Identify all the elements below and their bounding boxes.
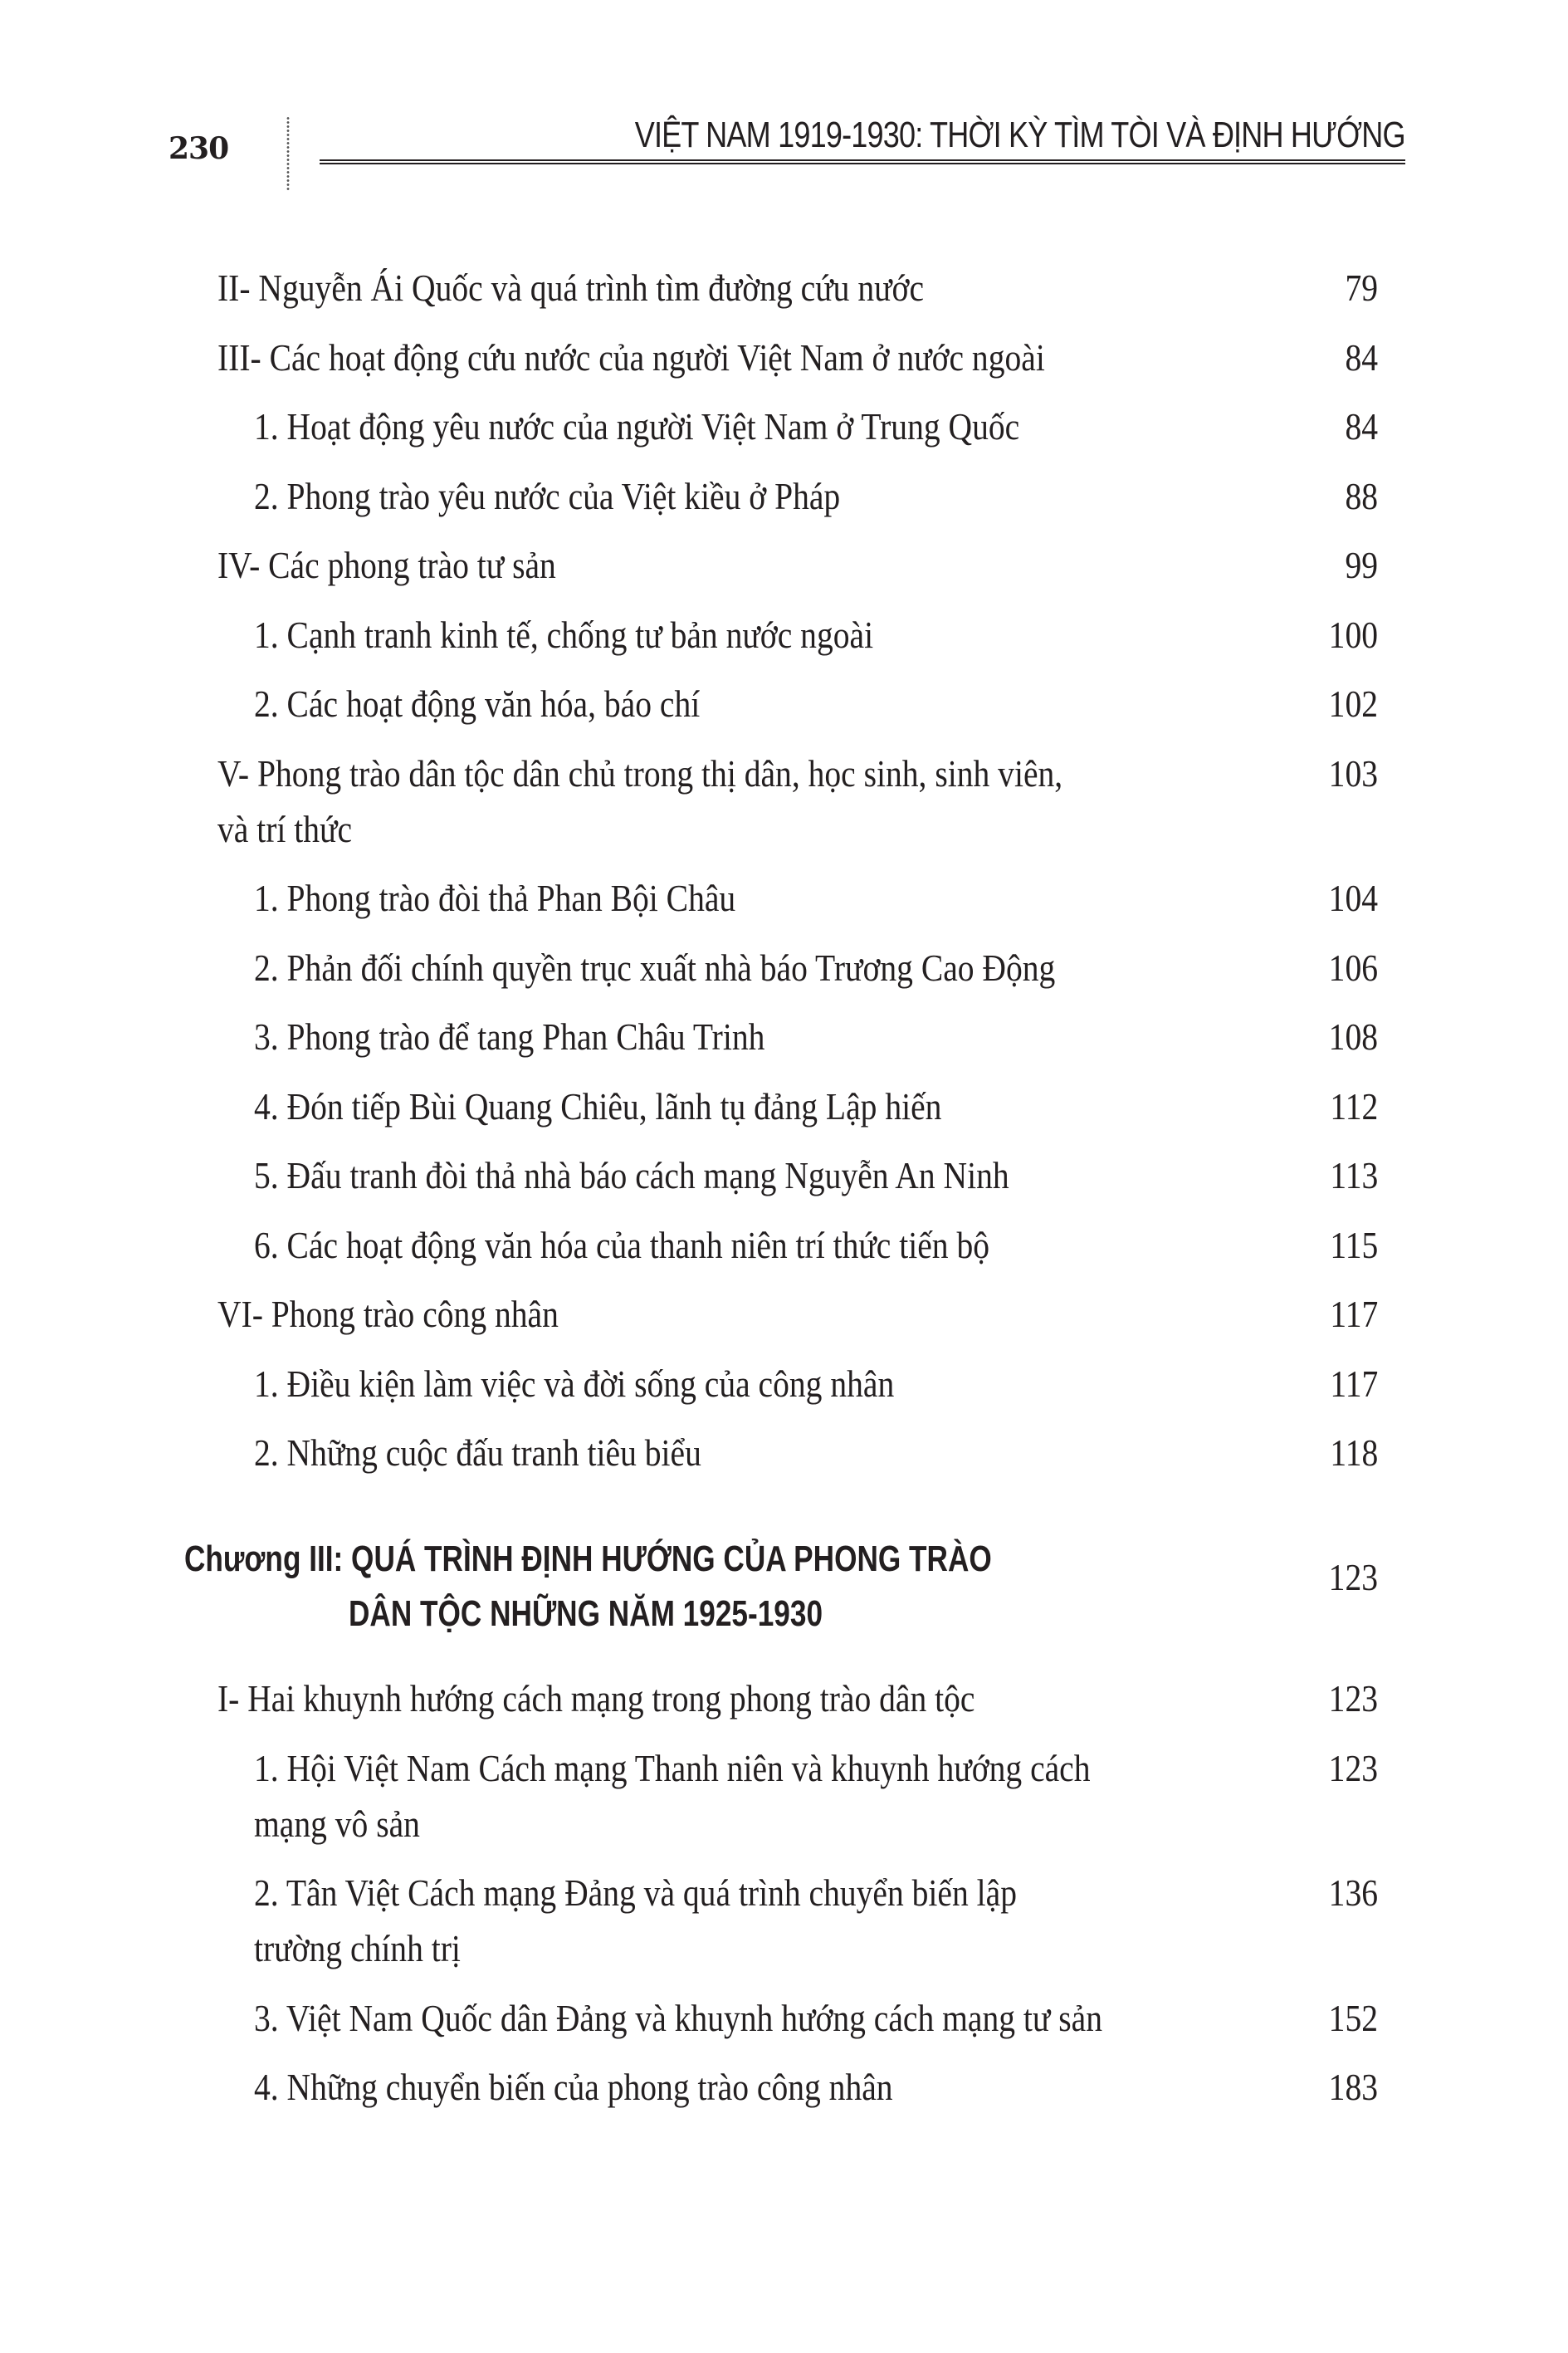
toc-entry-page[interactable]: 99: [1345, 544, 1378, 586]
toc-entry-page[interactable]: 123: [1328, 1746, 1378, 1789]
entry-title-text: 1. Cạnh tranh kinh tế, chống tư bản nước ngoài: [254, 613, 874, 656]
toc-entry-page[interactable]: 102: [1328, 682, 1378, 725]
toc-entry-title[interactable]: [217, 330, 1180, 386]
toc-entry-page[interactable]: 84: [1345, 335, 1378, 379]
entry-title-text: IV- Các phong trào tư sản: [217, 544, 556, 586]
entry-title-cont-text: trường chính trị: [254, 1927, 461, 1969]
toc-entry-title[interactable]: [254, 870, 814, 927]
toc-entry-title[interactable]: [254, 607, 975, 663]
entry-title-text: V- Phong trào dân tộc dân chủ trong thị dân, học sinh, sinh viên,: [217, 751, 1063, 795]
entry-title-text: 4. Đón tiếp Bùi Quang Chiêu, lãnh tụ đảng Lập hiến: [254, 1084, 942, 1128]
header-divider: [286, 116, 291, 191]
entry-title-text: 2. Phong trào yêu nước của Việt kiều ở Pháp: [254, 474, 841, 517]
toc-entry-title-continued[interactable]: [217, 801, 374, 858]
entry-title-text: 1. Hoạt động yêu nước của người Việt Nam ở Trung Quốc: [254, 405, 1020, 448]
toc-entry-title[interactable]: [254, 2059, 997, 2116]
header-rule: [320, 159, 1405, 164]
toc-entry-title[interactable]: [254, 1009, 848, 1065]
toc-entry-page[interactable]: 152: [1328, 1996, 1378, 2039]
chapter-page[interactable]: 123: [1328, 1556, 1378, 1598]
entry-title-text: 4. Những chuyển biến của phong trào công nhân: [254, 2066, 893, 2108]
toc-entry-title[interactable]: [254, 676, 773, 732]
toc-entry-page[interactable]: 112: [1330, 1084, 1378, 1128]
entry-title-text: 1. Hội Việt Nam Cách mạng Thanh niên và khuynh hướng cách: [254, 1746, 1091, 1789]
page-number: 230: [169, 131, 229, 166]
toc-entry-title-continued[interactable]: [254, 1920, 494, 1977]
toc-entry-title[interactable]: [254, 1356, 999, 1412]
entry-title-text: 1. Phong trào đòi thả Phan Bội Châu: [254, 877, 736, 919]
toc-entry-page[interactable]: 84: [1345, 405, 1378, 448]
toc-entry-page[interactable]: 106: [1328, 946, 1378, 989]
toc-entry-page[interactable]: 103: [1328, 751, 1378, 795]
entry-title-cont-text: và trí thức: [217, 807, 353, 850]
toc-entry-page[interactable]: 183: [1328, 2066, 1378, 2108]
entry-title-text: 5. Đấu tranh đòi thả nhà báo cách mạng Nguyễn An Ninh: [254, 1154, 1009, 1196]
entry-title-text: 3. Phong trào để tang Phan Châu Trinh: [254, 1015, 765, 1058]
running-title: VIỆT NAM 1919-1930: THỜI KỲ TÌM TÒI VÀ ĐỊNH HƯỚNG: [634, 115, 1405, 155]
toc-entry-title[interactable]: [254, 1425, 774, 1481]
entry-title-text: III- Các hoạt động cứu nước của người Việt Nam ở nước ngoài: [217, 335, 1045, 379]
toc-entry-title[interactable]: [254, 940, 1186, 996]
entry-title-text: VI- Phong trào công nhân: [217, 1293, 559, 1335]
entry-title-text: 3. Việt Nam Quốc dân Đảng và khuynh hướng cách mạng tư sản: [254, 1996, 1103, 2039]
entry-title-text: 2. Tân Việt Cách mạng Đảng và quá trình chuyển biến lập: [254, 1871, 1017, 1914]
entry-title-text: 2. Những cuộc đấu tranh tiêu biểu: [254, 1431, 701, 1474]
toc-entry-page[interactable]: 88: [1345, 474, 1378, 517]
entry-title-text: 2. Phản đối chính quyền trục xuất nhà báo Trương Cao Động: [254, 946, 1056, 989]
toc-entry-title[interactable]: [217, 537, 611, 594]
toc-entry-page[interactable]: 113: [1330, 1154, 1378, 1196]
entry-title-text: 2. Các hoạt động văn hóa, báo chí: [254, 682, 701, 725]
toc-entry-title[interactable]: [217, 1286, 614, 1343]
toc-entry-page[interactable]: 117: [1330, 1362, 1378, 1405]
toc-entry-page[interactable]: 136: [1328, 1871, 1378, 1914]
toc-entry-title[interactable]: [217, 1671, 1098, 1727]
toc-entry-title-continued[interactable]: [254, 1796, 447, 1852]
toc-entry-title[interactable]: [254, 1990, 1240, 2047]
toc-entry-page[interactable]: 118: [1330, 1431, 1378, 1474]
entry-title-cont-text: mạng vô sản: [254, 1802, 420, 1845]
chapter-title-line2: DÂN TỘC NHỮNG NĂM 1925-1930: [349, 1593, 823, 1634]
entry-title-text: II- Nguyễn Ái Quốc và quá trình tìm đường cứu nước: [217, 267, 925, 309]
chapter-title-line1: Chương III: QUÁ TRÌNH ĐỊNH HƯỚNG CỦA PHONG TRÀO: [184, 1538, 992, 1579]
toc-entry-title[interactable]: [217, 260, 1039, 316]
toc-entry-title[interactable]: [254, 468, 935, 525]
toc-entry-title[interactable]: [254, 1147, 1132, 1204]
toc-entry-title[interactable]: [254, 1217, 1109, 1274]
toc-entry-page[interactable]: 108: [1328, 1015, 1378, 1058]
toc-entry-title[interactable]: [254, 1865, 1141, 1921]
toc-entry-page[interactable]: 79: [1345, 267, 1378, 309]
toc-entry-title[interactable]: [254, 399, 1144, 455]
toc-entry-page[interactable]: 117: [1330, 1293, 1378, 1335]
entry-title-text: 6. Các hoạt động văn hóa của thanh niên trí thức tiến bộ: [254, 1223, 990, 1266]
entry-title-text: I- Hai khuynh hướng cách mạng trong phong trào dân tộc: [217, 1677, 975, 1720]
toc-entry-title[interactable]: [254, 1079, 1053, 1135]
toc-entry-page[interactable]: 100: [1328, 613, 1378, 656]
toc-entry-page[interactable]: 104: [1328, 877, 1378, 919]
toc-entry-page[interactable]: 115: [1330, 1223, 1378, 1266]
toc-entry-page[interactable]: 123: [1328, 1677, 1378, 1720]
entry-title-text: 1. Điều kiện làm việc và đời sống của công nhân: [254, 1362, 895, 1405]
toc-entry-title[interactable]: [217, 746, 1200, 802]
toc-entry-title[interactable]: [254, 1740, 1227, 1797]
